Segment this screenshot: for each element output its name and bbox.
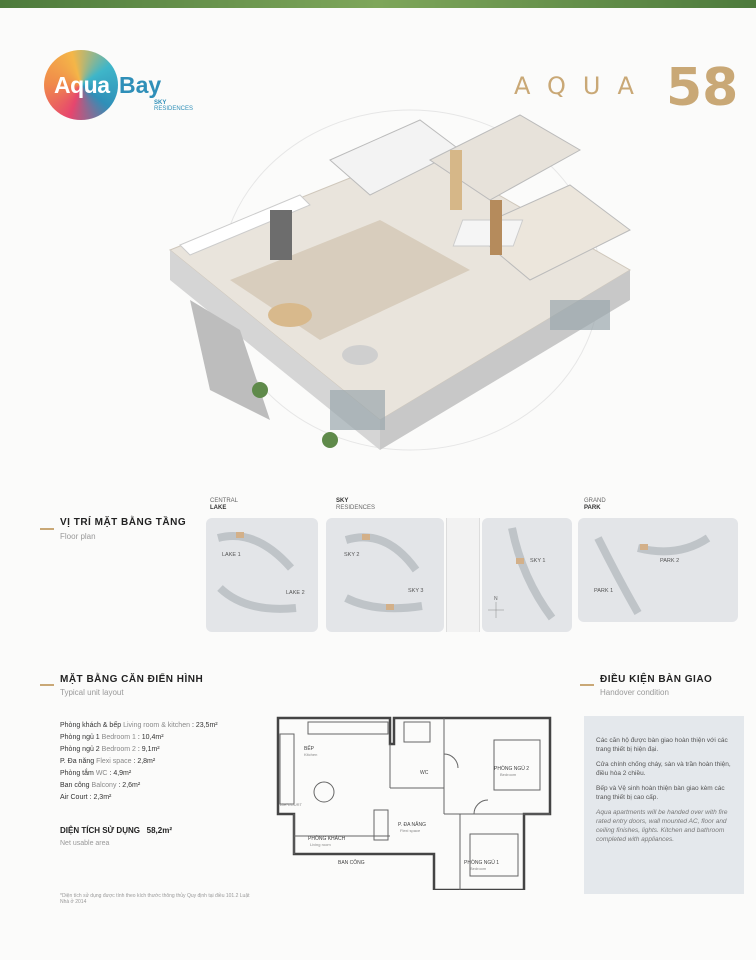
unit-2d-floorplan [274, 714, 556, 890]
map-grand-park [578, 518, 738, 622]
plan-sublabel-bedroom-2: Bedroom [500, 772, 517, 777]
logo-text-bay: Bay [119, 72, 162, 98]
plan-label-balcony: BAN CÔNG [338, 860, 365, 866]
map-sky-shapes [326, 518, 444, 632]
map-park-shapes [578, 518, 738, 622]
unit-type-word: AQUA [514, 72, 651, 100]
logo-text-aqua: Aqua [54, 72, 110, 98]
map-label-park-1: PARK 1 [594, 588, 614, 594]
handover-text-3: Bếp và Vệ sinh hoàn thiện bàn giao kèm các trang thiết bị cao cấp. [596, 785, 725, 801]
area-footnote: *Diện tích sử dụng được tính theo kích thước thông thủy Quy định tại điều 101.2 Luật Nhà ở 2014 [60, 893, 250, 905]
handover-text-2: Cửa chính chống cháy, sàn và trần hoàn thiện, điều hòa 2 chiều. [596, 761, 731, 777]
handover-title: ĐIỀU KIỆN BÀN GIAO [600, 674, 713, 685]
plan-sublabel-living: Living room [310, 842, 331, 847]
map-head-grand-park: GRAND PARK [584, 498, 606, 511]
plan-label-living: PHÒNG KHÁCH [308, 836, 346, 842]
typical-layout-subtitle: Typical unit layout [60, 688, 124, 697]
section-dash [40, 528, 54, 530]
logo-text-residences: RESIDENCES [154, 106, 194, 112]
spec-row: Air Court : 2,3m² [60, 794, 112, 801]
usable-area: DIỆN TÍCH SỬ DỤNG 58,2m² [60, 826, 173, 835]
logo-text-sky: SKY [154, 100, 167, 106]
typical-layout-title: MẶT BẰNG CĂN ĐIỂN HÌNH [60, 674, 204, 685]
map-label-sky-2: SKY 2 [344, 552, 360, 558]
map-sky-1 [482, 518, 572, 632]
floor-plan-subtitle: Floor plan [60, 532, 96, 541]
usable-area-en: Net usable area [60, 840, 110, 847]
plan-sublabel-bedroom-1: Bedroom [470, 866, 487, 871]
floor-plan-title: VỊ TRÍ MẶT BẰNG TẦNG [60, 517, 187, 528]
spec-row: Phòng ngủ 1 Bedroom 1 : 10,4m² [60, 734, 164, 741]
spec-row: Phòng tắm WC : 4,9m² [60, 770, 132, 777]
map-label-lake-2: LAKE 2 [286, 590, 305, 596]
svg-text:N: N [494, 596, 498, 602]
handover-subtitle: Handover condition [600, 688, 669, 697]
map-central-lake-shapes [206, 518, 318, 632]
road-strip [446, 518, 480, 632]
map-sky1-shapes [482, 518, 572, 632]
spec-row: Phòng khách & bếp Living room & kitchen : 23,5m² [60, 722, 218, 729]
plan-sublabel-flexi: Flexi space [400, 828, 421, 833]
unit-type-number: 58 [666, 58, 739, 118]
handover-text-1: Các căn hộ được bàn giao hoàn thiện với các trang thiết bị hiện đại. [596, 737, 728, 753]
map-sky-residences [326, 518, 444, 632]
spec-row: P. Đa năng Flexi space : 2,8m² [60, 758, 156, 765]
plan-label-aircourt: AIR COURT [280, 802, 302, 807]
plan-label-bedroom-1: PHÒNG NGỦ 1 [464, 860, 500, 866]
spec-row: Ban công Balcony : 2,6m² [60, 782, 141, 789]
handover-text-en: Aqua apartments will be handed over with fire rated entry doors, wall mounted AC, floor and ceiling finishes, lights. Kitchen and bathroom completed with appliances. [596, 809, 728, 843]
plan-label-flexi: P. ĐA NĂNG [398, 822, 426, 828]
handover-panel [584, 716, 744, 894]
plan-sublabel-kitchen: Kitchen [304, 752, 318, 757]
map-head-central-lake: CENTRAL LAKE [210, 498, 239, 511]
section-dash [40, 684, 54, 686]
map-label-park-2: PARK 2 [660, 558, 680, 564]
plan-label-wc: WC [420, 770, 429, 776]
spec-row: Phòng ngủ 2 Bedroom 2 : 9,1m² [60, 746, 160, 753]
section-dash [580, 684, 594, 686]
map-central-lake [206, 518, 318, 632]
apartment-3d-render [150, 90, 650, 490]
map-label-lake-1: LAKE 1 [222, 552, 241, 558]
plan-label-bedroom-2: PHÒNG NGỦ 2 [494, 766, 530, 772]
top-green-bar [0, 0, 756, 8]
map-label-sky-3: SKY 3 [408, 588, 424, 594]
map-head-sky-residences: SKY RESIDENCES [336, 498, 376, 511]
plan-label-kitchen: BẾP [304, 746, 315, 752]
map-label-sky-1: SKY 1 [530, 558, 546, 564]
